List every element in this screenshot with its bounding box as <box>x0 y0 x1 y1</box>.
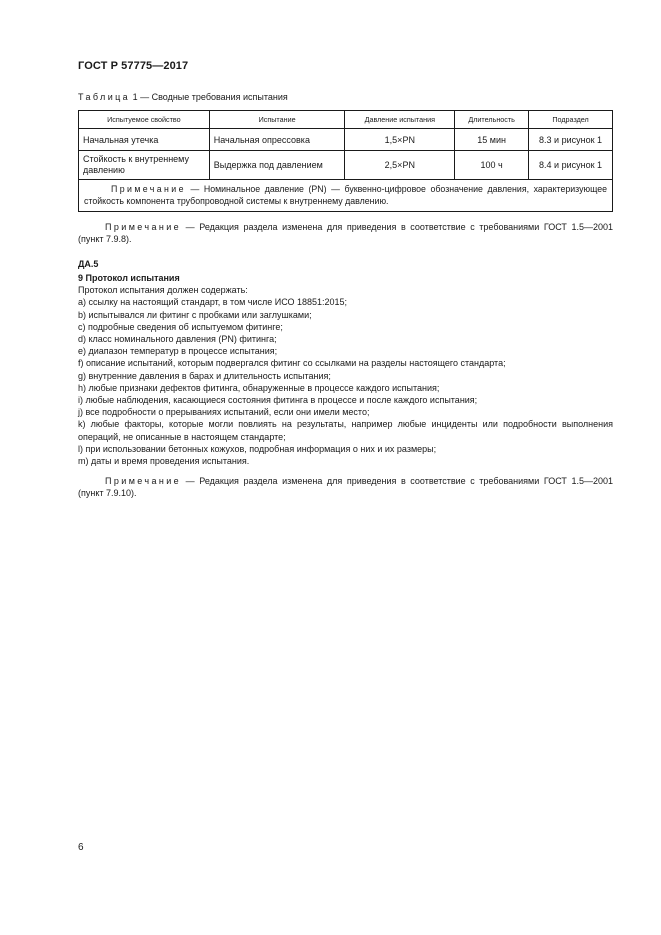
table-caption-title: 1 — Сводные требования испытания <box>130 92 288 102</box>
list-item: c) подробные сведения об испытуемом фитинге; <box>78 321 283 332</box>
table-cell: 100 ч <box>455 151 529 180</box>
list-item: k) любые факторы, которые могли повлиять на результаты, например любые инциденты или подробности выполнения операций, не описанные в настоящем стандарте; <box>78 419 613 442</box>
note-word: Примечание <box>105 476 182 486</box>
list-item: j) все подробности о прерываниях испытаний, если они имели место; <box>78 407 370 418</box>
section-body <box>78 272 613 467</box>
table-header-row <box>79 111 613 129</box>
requirements-table <box>78 110 613 212</box>
list-item: b) испытывался ли фитинг с пробками или заглушками; <box>78 309 312 320</box>
note-word: Примечание <box>105 222 182 232</box>
table-cell: Начальная опрессовка <box>209 129 345 151</box>
note-paragraph-1 <box>78 221 613 245</box>
list-item: g) внутренние давления в барах и длительность испытания; <box>78 370 331 381</box>
list-item: d) класс номинального давления (PN) фитинга; <box>78 334 277 345</box>
table-caption <box>78 92 288 102</box>
list-item: i) любые наблюдения, касающиеся состояния фитинга в процессе и после каждого испытания; <box>78 395 478 406</box>
table-cell: 1,5×PN <box>345 129 455 151</box>
document-header: ГОСТ Р 57775—2017 <box>78 60 189 72</box>
note-text: — Редакция раздела изменена для приведения в соответствие с требованиями ГОСТ 1.5—2001 (пункт 7.9.10). <box>78 476 613 499</box>
table-caption-word: Таблица <box>78 92 131 102</box>
column-header: Длительность <box>455 111 529 129</box>
page-number: 6 <box>78 842 84 853</box>
section-intro: Протокол испытания должен содержать: <box>78 285 248 296</box>
list-item: f) описание испытаний, которым подвергался фитинг со ссылками на разделы настоящего стандарта; <box>78 358 506 369</box>
column-header: Испытуемое свойство <box>79 111 210 129</box>
column-header: Давление испытания <box>345 111 455 129</box>
note-paragraph-2 <box>78 475 613 499</box>
list-item: a) ссылку на настоящий стандарт, в том числе ИСО 18851:2015; <box>78 297 348 308</box>
list-item: l) при использовании бетонных кожухов, подробная информация о них и их размеры; <box>78 443 437 454</box>
column-header: Подраздел <box>529 111 613 129</box>
table-note-word: Примечание <box>111 184 186 194</box>
table-note-text: — Номинальное давление (PN) — буквенно-цифровое обозначение давления, характеризующее стойкость компонента трубопроводной системы к внутреннему давлению. <box>84 184 607 206</box>
table-cell: Выдержка под давлением <box>209 151 345 180</box>
list-item: e) диапазон температур в процессе испытания; <box>78 346 278 357</box>
table-cell: Стойкость к внутреннему давлению <box>79 151 210 180</box>
note-text: — Редакция раздела изменена для приведения в соответствие с требованиями ГОСТ 1.5—2001 (пункт 7.9.8). <box>78 222 613 245</box>
table-note <box>79 180 613 212</box>
table-row <box>79 151 613 180</box>
list-item: h) любые признаки дефектов фитинга, обнаруженные в процессе каждого испытания; <box>78 382 440 393</box>
list-item: m) даты и время проведения испытания. <box>78 456 250 467</box>
table-cell: 2,5×PN <box>345 151 455 180</box>
table-row <box>79 129 613 151</box>
table-cell: 15 мин <box>455 129 529 151</box>
section-label: ДА.5 <box>78 259 99 269</box>
column-header: Испытание <box>209 111 345 129</box>
section-heading: 9 Протокол испытания <box>78 273 180 283</box>
table-cell: Начальная утечка <box>79 129 210 151</box>
table-cell: 8.4 и рисунок 1 <box>529 151 613 180</box>
table-cell: 8.3 и рисунок 1 <box>529 129 613 151</box>
table-note-row <box>79 180 613 212</box>
